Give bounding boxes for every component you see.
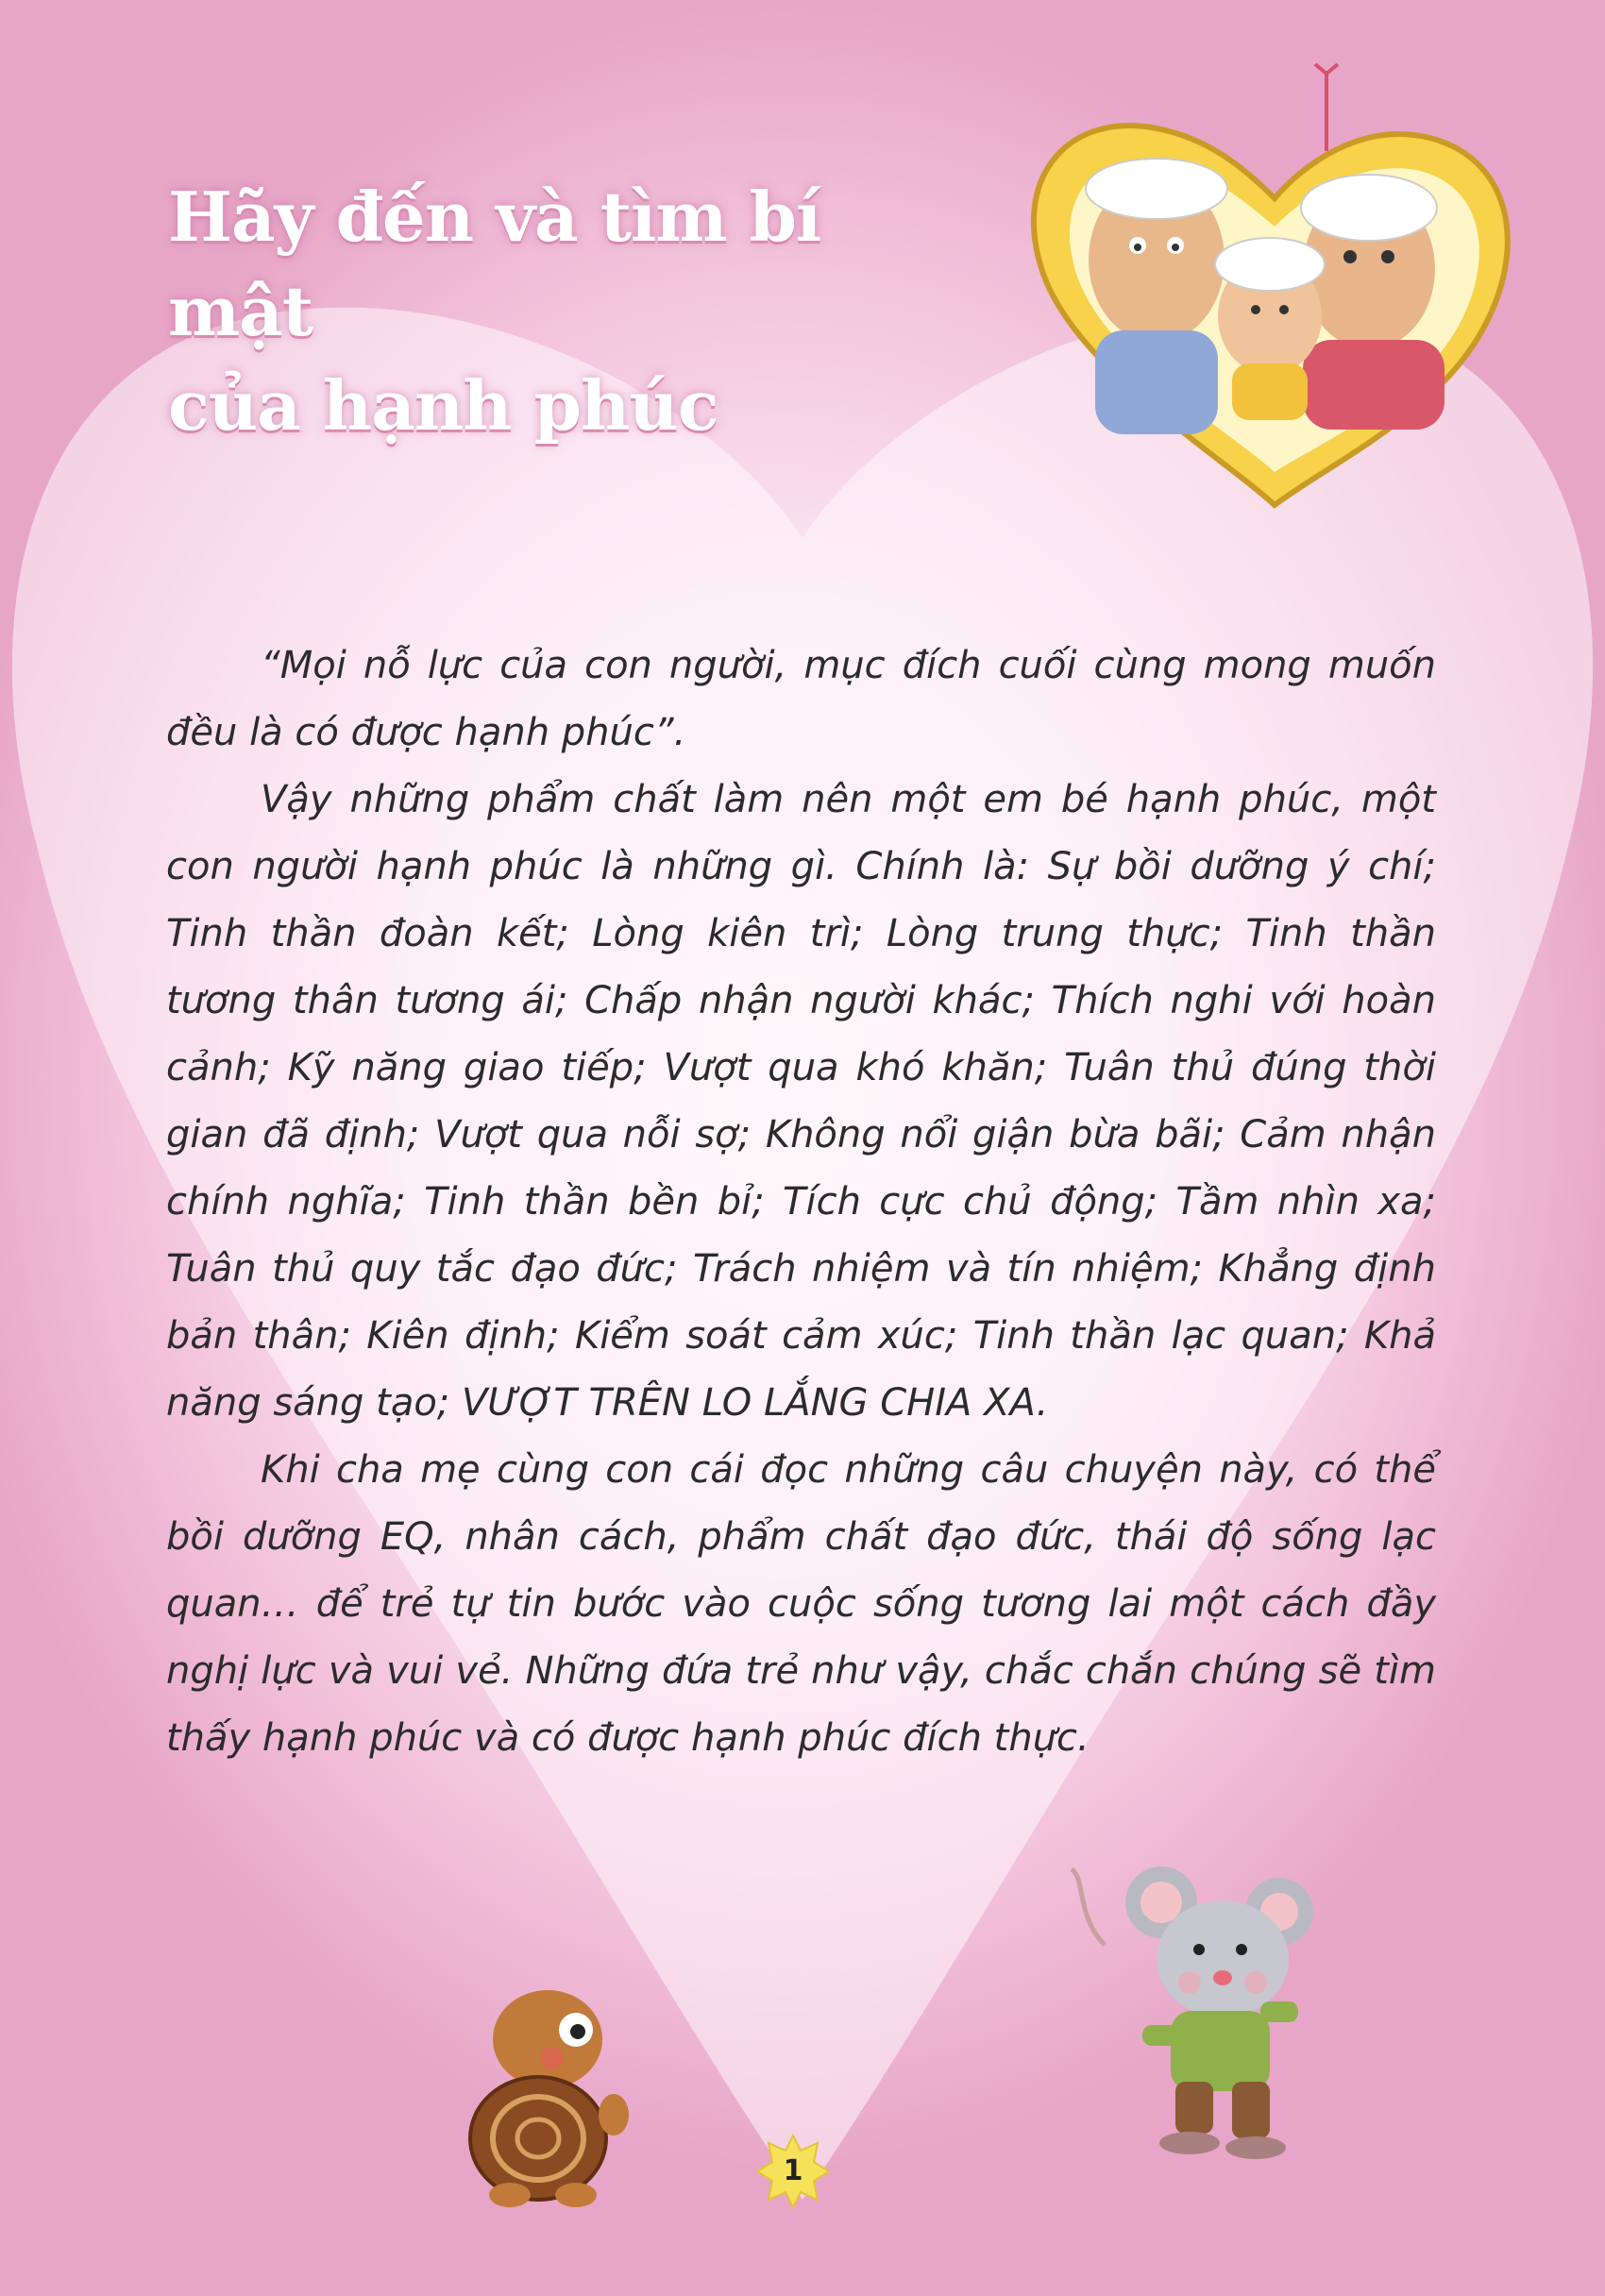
page-title <box>168 170 980 453</box>
page-number: 1 <box>783 2154 803 2187</box>
turtle-illustration <box>444 1964 651 2209</box>
paragraph-2: Vậy những phẩm chất làm nên một em bé hạnh phúc, một con người hạnh phúc là những gì. Chính là: Sự bồi dưỡng ý chí; Tinh thần đoàn kết; Lòng kiên trì; Lòng trung thực; Tinh thần tương thân tương ái; Chấp nhận người khác; Thích nghi với hoàn cảnh; Kỹ năng giao tiếp; Vượt qua khó khăn; Tuân thủ đúng thời gian đã định; Vượt qua nỗi sợ; Không nổi giận bừa bãi; Cảm nhận chính nghĩa; Tinh thần bền bỉ; Tích cực chủ động; Tầm nhìn xa; Tuân thủ quy tắc đạo đức; Trách nhiệm và tín nhiệm; Khẳng định bản thân; Kiên định; Kiểm soát cảm xúc; Tinh thần lạc quan; Khả năng sáng tạo; VƯỢT TRÊN LO LẮNG CHIA XA. <box>166 778 1436 1425</box>
paragraph-3: Khi cha mẹ cùng con cái đọc những câu chuyện này, có thể bồi dưỡng EQ, nhân cách, phẩm chất đạo đức, thái độ sống lạc quan… để trẻ tự tin bước vào cuộc sống tương lai một cách đầy nghị lực và vui vẻ. Những đứa trẻ như vậy, chắc chắn chúng sẽ tìm thấy hạnh phúc và có được hạnh phúc đích thực. <box>166 1448 1436 1760</box>
title-line-1: Hãy đến và tìm bí mật <box>168 177 821 351</box>
paragraph-1: “Mọi nỗ lực của con người, mục đích cuối cùng mong muốn đều là có được hạnh phúc”. <box>166 644 1436 754</box>
intro-text <box>166 633 1436 1772</box>
sheep-family-heart-frame-illustration <box>1001 57 1529 529</box>
title-line-2: của hạnh phúc <box>168 365 718 446</box>
mouse-illustration <box>1067 1860 1350 2162</box>
